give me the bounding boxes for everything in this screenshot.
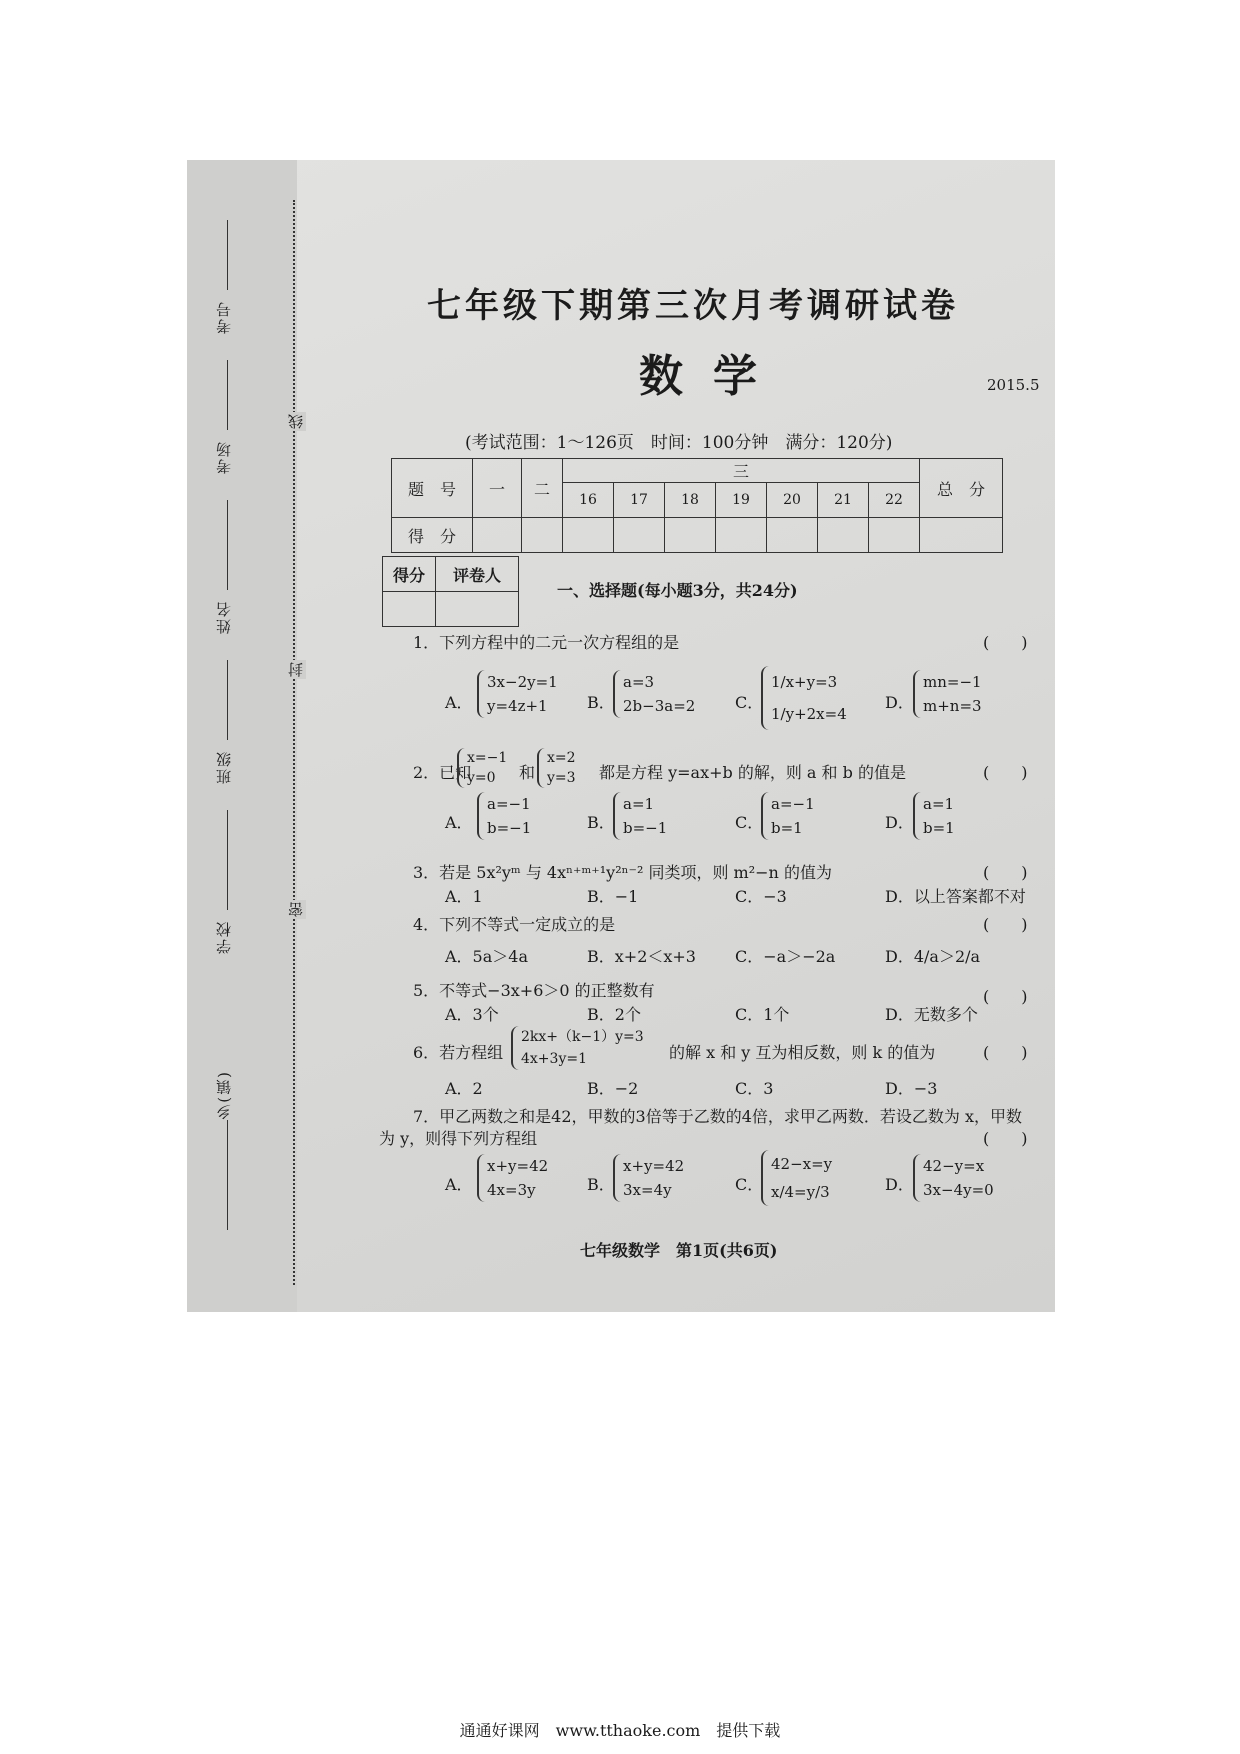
field-class: 班级 bbox=[215, 750, 233, 784]
score-sub-col: 17 bbox=[614, 483, 665, 518]
field-name: 姓名 bbox=[215, 600, 233, 634]
grader-score-cell bbox=[383, 592, 436, 627]
q6-option-a: A．2 bbox=[445, 1079, 483, 1098]
q7-option-c: 42−x=y x/4=y/3 bbox=[761, 1150, 832, 1206]
score-cell bbox=[614, 518, 665, 553]
score-cell bbox=[563, 518, 614, 553]
score-cell bbox=[767, 518, 818, 553]
score-col-1: 一 bbox=[473, 459, 522, 518]
score-cell bbox=[473, 518, 522, 553]
option-label: D． bbox=[885, 693, 914, 712]
dotted-cut-line bbox=[293, 200, 295, 1285]
q1-option-c: 1/x+y=3 1/y+2x=4 bbox=[761, 666, 847, 730]
q6-system: 2kx+（k−1）y=3 4x+3y=1 bbox=[511, 1026, 644, 1070]
grader-name-cell bbox=[436, 592, 519, 627]
exam-scan bbox=[187, 160, 1055, 1312]
option-label: C． bbox=[735, 1175, 764, 1194]
q5-option-d: D．无数多个 bbox=[885, 1005, 978, 1024]
q5-option-c: C．1个 bbox=[735, 1005, 790, 1024]
q1-option-d: mn=−1 m+n=3 bbox=[913, 670, 982, 718]
score-cell bbox=[665, 518, 716, 553]
q3-option-a: A．1 bbox=[445, 887, 483, 906]
answer-paren: ( ) bbox=[983, 987, 1028, 1006]
question-3-stem: 3．若是 5x²yᵐ 与 4xⁿ⁺ᵐ⁺¹y²ⁿ⁻² 同类项，则 m²−n 的值为 bbox=[413, 863, 832, 882]
question-4-stem: 4．下列不等式一定成立的是 bbox=[413, 915, 616, 934]
question-2-mid: 和 bbox=[519, 763, 536, 782]
q2-option-a: a=−1 b=−1 bbox=[477, 792, 531, 840]
question-1-stem: 1．下列方程中的二元一次方程组的是 bbox=[413, 633, 680, 652]
q5-option-a: A．3个 bbox=[445, 1005, 499, 1024]
blank-name bbox=[227, 500, 228, 590]
option-label: C． bbox=[735, 813, 764, 832]
q2-option-d: a=1 b=1 bbox=[913, 792, 955, 840]
grader-name-label: 评卷人 bbox=[436, 557, 519, 592]
q7-option-d: 42−y=x 3x−4y=0 bbox=[913, 1154, 994, 1202]
option-label: A． bbox=[445, 693, 473, 712]
q3-option-c: C．−3 bbox=[735, 887, 787, 906]
answer-paren: ( ) bbox=[983, 763, 1028, 782]
option-label: A． bbox=[445, 1175, 473, 1194]
binding-margin bbox=[187, 160, 297, 1312]
score-sub-col: 16 bbox=[563, 483, 614, 518]
score-cell bbox=[522, 518, 563, 553]
field-township: 乡(镇) bbox=[215, 1070, 233, 1120]
q3-option-d: D．以上答案都不对 bbox=[885, 887, 1026, 906]
q7-option-a: x+y=42 4x=3y bbox=[477, 1154, 548, 1202]
seal-seal-char: 封 bbox=[287, 662, 305, 677]
question-7-line2: 为 y，则得下列方程组 bbox=[379, 1129, 538, 1148]
q6-option-d: D．−3 bbox=[885, 1079, 938, 1098]
answer-paren: ( ) bbox=[983, 1043, 1028, 1062]
q3-option-b: B．−1 bbox=[587, 887, 639, 906]
score-total-label: 总 分 bbox=[920, 459, 1003, 518]
option-label: A． bbox=[445, 813, 473, 832]
blank-exam-number bbox=[227, 220, 228, 290]
subject-title: 数学 bbox=[639, 351, 787, 402]
answer-paren: ( ) bbox=[983, 1129, 1028, 1148]
score-sub-col: 19 bbox=[716, 483, 767, 518]
field-exam-room: 考场 bbox=[215, 440, 233, 474]
score-table bbox=[391, 458, 1003, 553]
q4-option-d: D．4/a＞2/a bbox=[885, 947, 981, 966]
option-label: B． bbox=[587, 693, 615, 712]
option-label: C． bbox=[735, 693, 764, 712]
answer-paren: ( ) bbox=[983, 915, 1028, 934]
q1-option-b: a=3 2b−3a=2 bbox=[613, 670, 695, 718]
q6-option-b: B．−2 bbox=[587, 1079, 639, 1098]
score-sub-col: 21 bbox=[818, 483, 869, 518]
score-total-cell bbox=[920, 518, 1003, 553]
blank-township bbox=[227, 1120, 228, 1230]
exam-date: 2015.5 bbox=[987, 376, 1040, 394]
grader-score-label: 得分 bbox=[383, 557, 436, 592]
option-label: D． bbox=[885, 1175, 914, 1194]
option-label: B． bbox=[587, 1175, 615, 1194]
score-col-2: 二 bbox=[522, 459, 563, 518]
score-col-3: 三 bbox=[563, 459, 920, 483]
q2-option-c: a=−1 b=1 bbox=[761, 792, 815, 840]
score-cell bbox=[716, 518, 767, 553]
exam-title: 七年级下期第三次月考调研试卷 bbox=[427, 286, 959, 326]
q7-option-b: x+y=42 3x=4y bbox=[613, 1154, 684, 1202]
blank-class bbox=[227, 660, 228, 740]
blank-exam-room bbox=[227, 360, 228, 430]
question-6-post: 的解 x 和 y 互为相反数，则 k 的值为 bbox=[669, 1043, 936, 1062]
score-sub-col: 18 bbox=[665, 483, 716, 518]
grader-table bbox=[382, 556, 519, 627]
q4-option-a: A．5a＞4a bbox=[445, 947, 528, 966]
q2-system-1: x=−1 y=0 bbox=[457, 748, 507, 788]
q4-option-b: B．x+2＜x+3 bbox=[587, 947, 696, 966]
q2-system-2: x=2 y=3 bbox=[537, 748, 576, 788]
site-footer: 通通好课网 www.tthaoke.com 提供下载 bbox=[459, 1721, 781, 1740]
question-5-stem: 5．不等式−3x+6＞0 的正整数有 bbox=[413, 981, 655, 1000]
q4-option-c: C．−a＞−2a bbox=[735, 947, 836, 966]
option-label: D． bbox=[885, 813, 914, 832]
field-school: 学校 bbox=[215, 920, 233, 954]
exam-info: (考试范围：1～126页 时间：100分钟 满分：120分) bbox=[465, 433, 893, 453]
question-2-pre: 2．已知 bbox=[413, 763, 472, 782]
q2-option-b: a=1 b=−1 bbox=[613, 792, 667, 840]
seal-line-char: 线 bbox=[287, 414, 305, 429]
answer-paren: ( ) bbox=[983, 863, 1028, 882]
score-row-label: 得 分 bbox=[392, 518, 473, 553]
score-sub-col: 22 bbox=[869, 483, 920, 518]
option-label: B． bbox=[587, 813, 615, 832]
q1-option-a: 3x−2y=1 y=4z+1 bbox=[477, 670, 558, 718]
q6-option-c: C．3 bbox=[735, 1079, 774, 1098]
page-footer: 七年级数学 第1页(共6页) bbox=[580, 1241, 778, 1260]
q5-option-b: B．2个 bbox=[587, 1005, 641, 1024]
section-title: 一、选择题(每小题3分，共24分) bbox=[557, 581, 798, 600]
question-6-pre: 6．若方程组 bbox=[413, 1043, 504, 1062]
score-header-label: 题 号 bbox=[392, 459, 473, 518]
question-2-post: 都是方程 y=ax+b 的解，则 a 和 b 的值是 bbox=[599, 763, 906, 782]
answer-paren: ( ) bbox=[983, 633, 1028, 652]
score-cell bbox=[818, 518, 869, 553]
question-7-line1: 7．甲乙两数之和是42，甲数的3倍等于乙数的4倍，求甲乙两数．若设乙数为 x，甲数 bbox=[413, 1107, 1023, 1126]
seal-secret-char: 密 bbox=[287, 902, 305, 917]
score-sub-col: 20 bbox=[767, 483, 818, 518]
field-exam-number: 考号 bbox=[215, 300, 233, 334]
blank-school bbox=[227, 810, 228, 910]
score-cell bbox=[869, 518, 920, 553]
